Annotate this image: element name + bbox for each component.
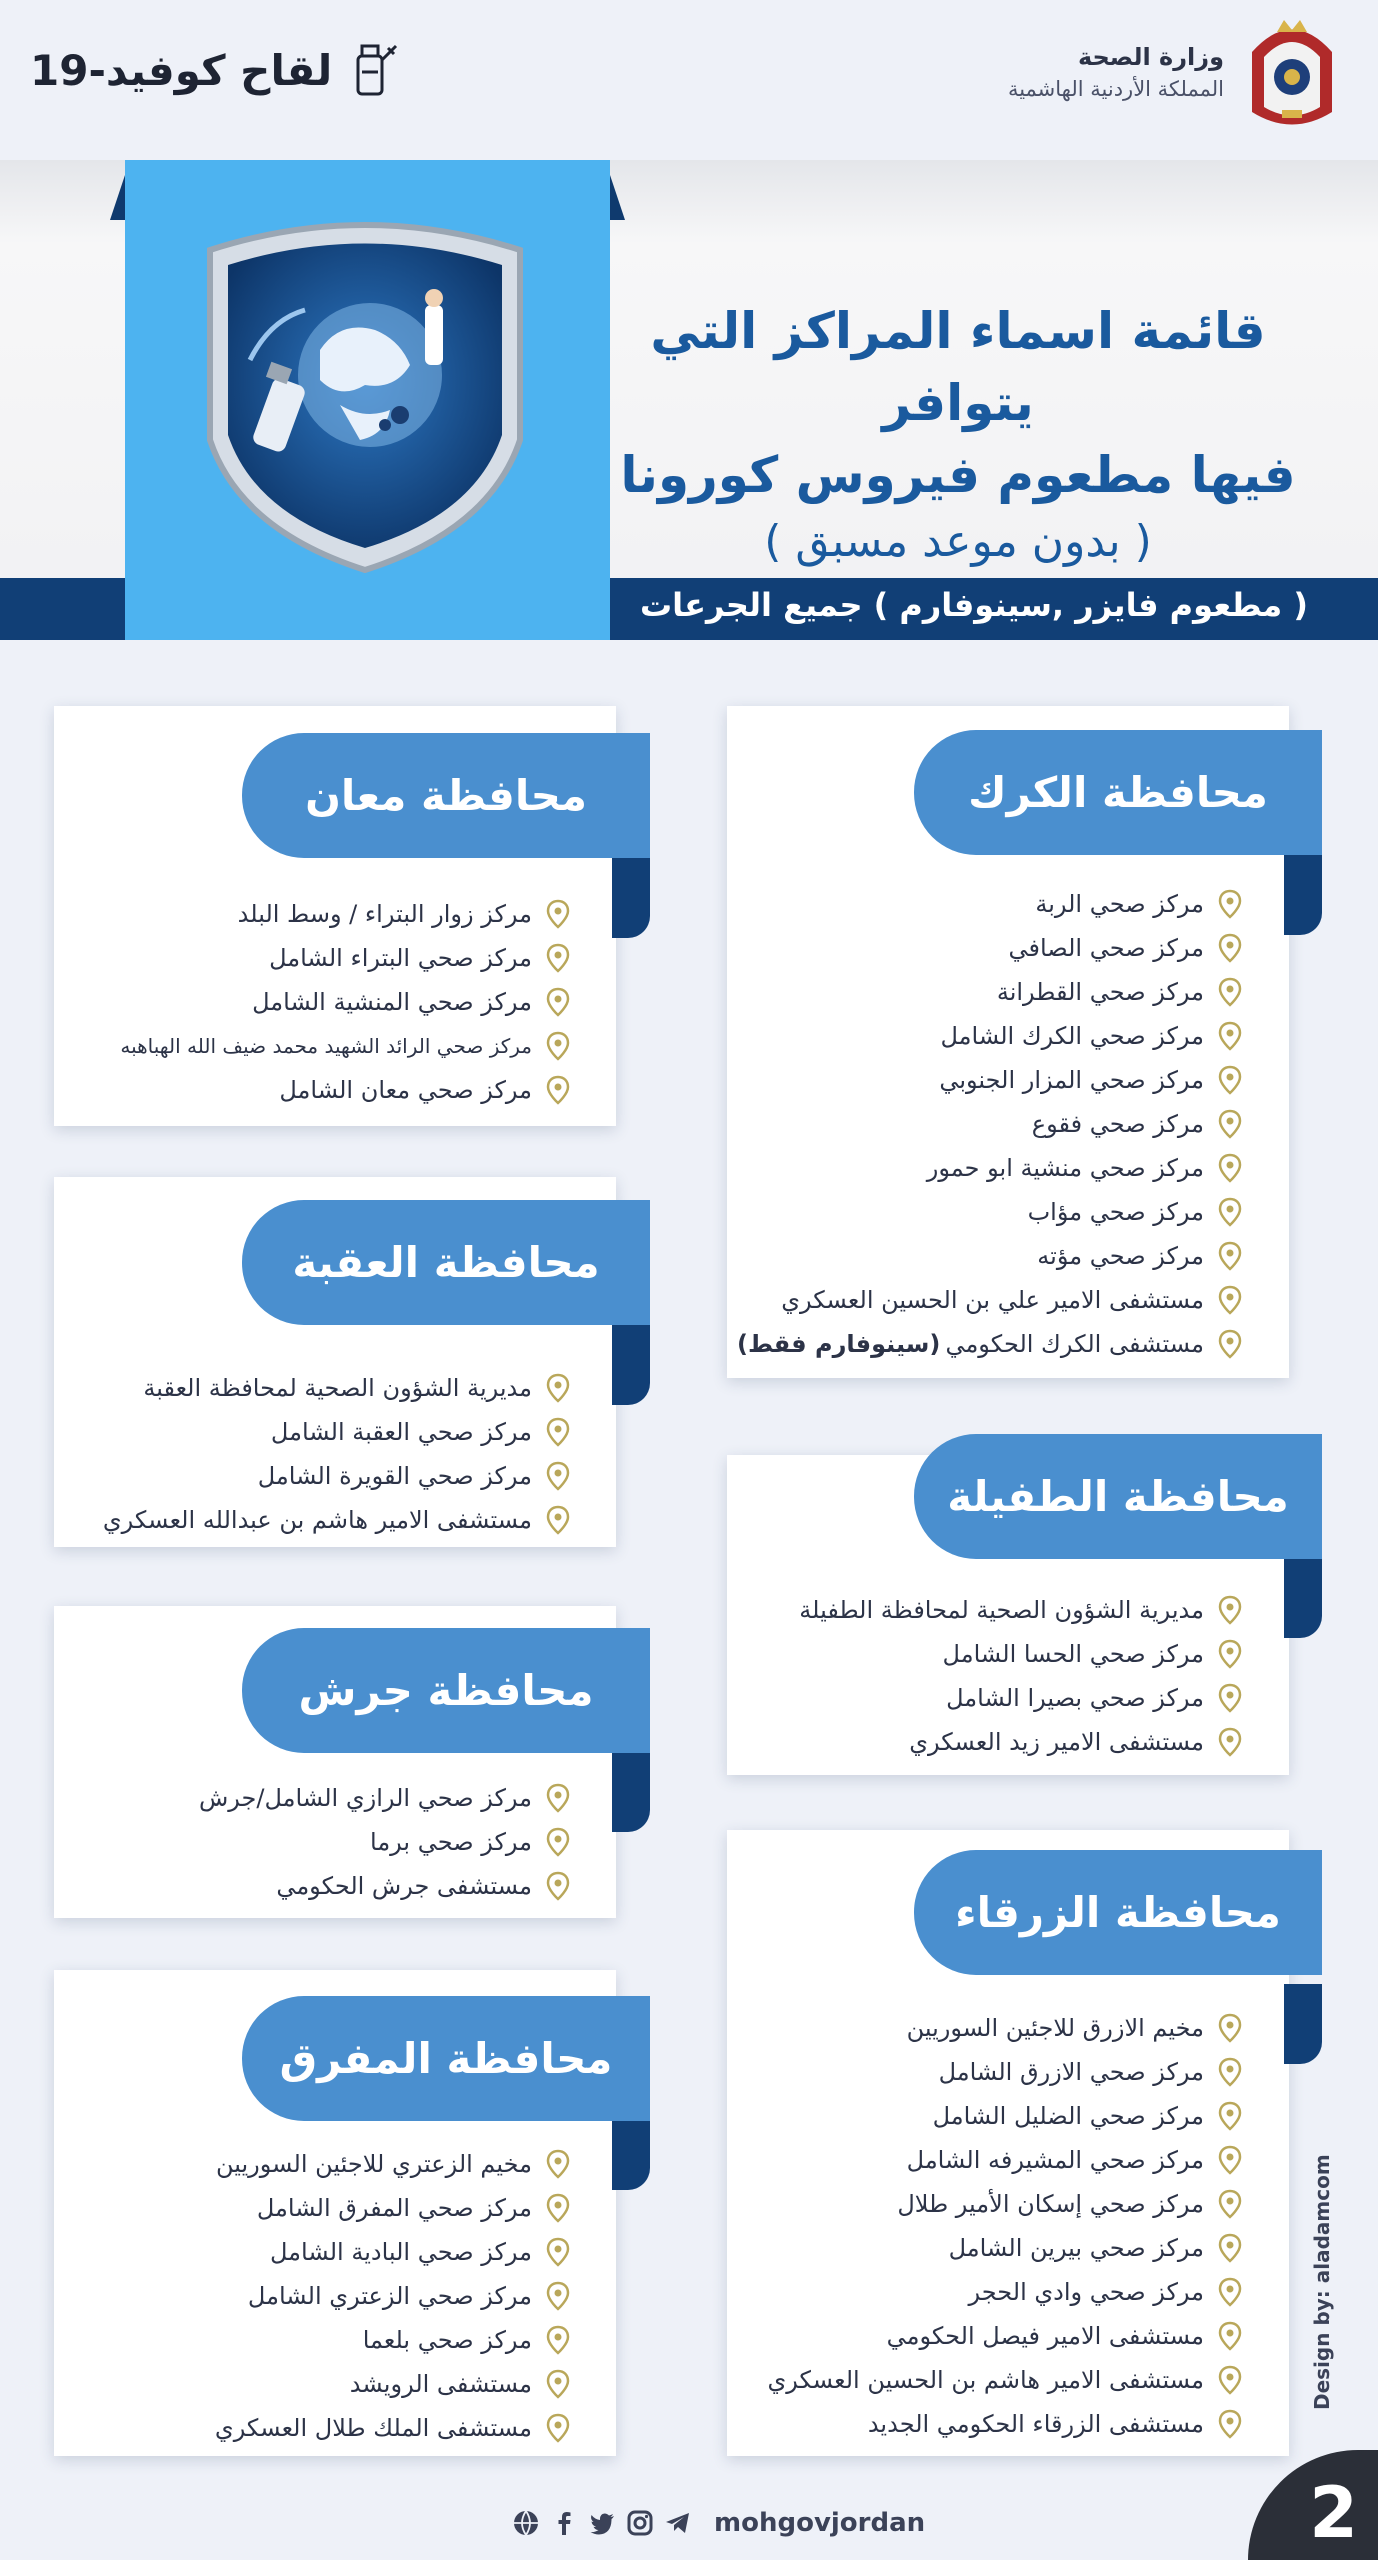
list-item bbox=[215, 2362, 570, 2406]
list-item bbox=[799, 1720, 1242, 1764]
governorate-title-ribbon bbox=[914, 1434, 1322, 1559]
list-item bbox=[737, 1058, 1242, 1102]
center-name: مركز صحي البادية الشامل bbox=[269, 2238, 532, 2266]
center-name: مستشفى الرويشد bbox=[349, 2370, 532, 2398]
center-name: مستشفى الامير هاشم بن الحسين العسكري bbox=[767, 2366, 1204, 2394]
list-item bbox=[767, 2182, 1242, 2226]
center-name: مركز صحي الرازي الشامل/جرش bbox=[199, 1784, 532, 1812]
vaccine-title: لقاح كوفيد-19 bbox=[30, 45, 333, 95]
page-number: 2 bbox=[1309, 2472, 1358, 2554]
list-item bbox=[799, 1588, 1242, 1632]
location-pin-icon bbox=[546, 2281, 570, 2311]
twitter-icon[interactable] bbox=[588, 2509, 616, 2537]
list-item bbox=[120, 1024, 570, 1068]
list-item bbox=[737, 1278, 1242, 1322]
location-pin-icon bbox=[1218, 933, 1242, 963]
location-pin-icon bbox=[1218, 2365, 1242, 2395]
aqaba-center-list bbox=[103, 1366, 570, 1542]
location-pin-icon bbox=[546, 1827, 570, 1857]
governorate-title: محافظة المفرق bbox=[279, 2034, 613, 2083]
hero-banner bbox=[0, 160, 1378, 640]
location-pin-icon bbox=[1218, 1109, 1242, 1139]
list-item bbox=[737, 1014, 1242, 1058]
list-item bbox=[799, 1632, 1242, 1676]
instagram-icon[interactable] bbox=[626, 2509, 654, 2537]
location-pin-icon bbox=[1218, 1197, 1242, 1227]
center-name: مستشفى الامير علي بن الحسين العسكري bbox=[781, 1286, 1204, 1314]
center-name: مستشفى الملك طلال العسكري bbox=[214, 2414, 532, 2442]
center-name: مركز صحي الضليل الشامل bbox=[932, 2102, 1204, 2130]
banner-title bbox=[608, 295, 1308, 573]
list-item bbox=[199, 1864, 570, 1908]
governorate-title-ribbon bbox=[242, 1200, 650, 1325]
list-item bbox=[103, 1454, 570, 1498]
page-number-badge bbox=[1248, 2450, 1378, 2560]
center-name: مركز صحي إسكان الأمير طلال bbox=[897, 2190, 1204, 2218]
list-item bbox=[120, 892, 570, 936]
design-credit-text: Design by: aladamcom bbox=[1310, 2154, 1334, 2410]
list-item bbox=[767, 2094, 1242, 2138]
location-pin-icon bbox=[1218, 1285, 1242, 1315]
center-name: مستشفى الامير زيد العسكري bbox=[909, 1728, 1204, 1756]
governorate-title: محافظة جرش bbox=[298, 1666, 594, 1715]
location-pin-icon bbox=[546, 899, 570, 929]
location-pin-icon bbox=[1218, 977, 1242, 1007]
governorate-title: محافظة العقبة bbox=[292, 1238, 600, 1287]
governorate-title: محافظة معان bbox=[305, 771, 587, 820]
zarqa-center-list bbox=[767, 2006, 1242, 2446]
list-item bbox=[737, 1146, 1242, 1190]
list-item bbox=[737, 1190, 1242, 1234]
center-name: مركز صحي المشيرفه الشامل bbox=[906, 2146, 1204, 2174]
ribbon-fold bbox=[612, 858, 650, 938]
center-name: مركز صحي الكرك الشامل bbox=[940, 1022, 1204, 1050]
center-name: مركز صحي الصافي bbox=[1008, 934, 1204, 962]
center-name: مستشفى الامير هاشم بن عبدالله العسكري bbox=[102, 1506, 532, 1534]
location-pin-icon bbox=[1218, 2409, 1242, 2439]
list-item bbox=[767, 2006, 1242, 2050]
center-name: مركز صحي معان الشامل bbox=[279, 1076, 532, 1104]
list-item bbox=[737, 1234, 1242, 1278]
globe-icon[interactable] bbox=[512, 2509, 540, 2537]
center-name: مركز صحي المفرق الشامل bbox=[256, 2194, 532, 2222]
list-item bbox=[215, 2186, 570, 2230]
design-credit bbox=[1310, 2154, 1350, 2420]
list-item bbox=[215, 2230, 570, 2274]
governorate-title-ribbon bbox=[914, 730, 1322, 855]
center-name: مستشفى الزرقاء الحكومي الجديد bbox=[867, 2410, 1204, 2438]
location-pin-icon bbox=[1218, 1639, 1242, 1669]
location-pin-icon bbox=[1218, 2233, 1242, 2263]
location-pin-icon bbox=[1218, 1021, 1242, 1051]
vaccine-title-block bbox=[30, 40, 398, 100]
center-name: مركز صحي البتراء الشامل bbox=[269, 944, 532, 972]
list-item bbox=[767, 2050, 1242, 2094]
center-name: مخيم الازرق للاجئين السوريين bbox=[906, 2014, 1204, 2042]
ribbon-fold bbox=[612, 1325, 650, 1405]
center-name: مركز صحي بيرين الشامل bbox=[948, 2234, 1204, 2262]
location-pin-icon bbox=[1218, 2101, 1242, 2131]
tafila-center-list bbox=[799, 1588, 1242, 1764]
center-name: مستشفى الكرك الحكومي bbox=[945, 1330, 1204, 1358]
center-name: مركز زوار البتراء / وسط البلد bbox=[237, 900, 532, 928]
governorate-title-ribbon bbox=[242, 1628, 650, 1753]
ribbon-fold bbox=[1284, 1558, 1322, 1638]
list-item bbox=[767, 2314, 1242, 2358]
center-name: مركز صحي الرائد الشهيد محمد ضيف الله الهباهبه bbox=[120, 1034, 532, 1058]
center-name: مخيم الزعتري للاجئين السوريين bbox=[215, 2150, 532, 2178]
governorate-title: محافظة الكرك bbox=[968, 768, 1268, 817]
list-item bbox=[737, 882, 1242, 926]
center-name: مركز صحي بلعما bbox=[362, 2326, 532, 2354]
ministry-subtitle: المملكة الأردنية الهاشمية bbox=[1007, 77, 1224, 101]
list-item bbox=[215, 2274, 570, 2318]
center-name: مركز صحي وادي الحجر bbox=[968, 2278, 1204, 2306]
telegram-icon[interactable] bbox=[664, 2509, 692, 2537]
location-pin-icon bbox=[546, 1031, 570, 1061]
vaccine-types-text: ( مطعوم فايزر ,سينوفارم ) جميع الجرعات bbox=[639, 586, 1308, 624]
center-name: مركز صحي بصيرا الشامل bbox=[946, 1684, 1204, 1712]
location-pin-icon bbox=[546, 2193, 570, 2223]
list-item bbox=[799, 1676, 1242, 1720]
vaccine-vial-icon bbox=[346, 40, 398, 100]
location-pin-icon bbox=[1218, 889, 1242, 919]
shield-illustration-icon bbox=[190, 210, 540, 590]
center-name: مركز صحي برما bbox=[370, 1828, 532, 1856]
list-item bbox=[767, 2226, 1242, 2270]
center-name: مركز صحي الازرق الشامل bbox=[938, 2058, 1204, 2086]
center-name: مركز صحي فقوع bbox=[1031, 1110, 1204, 1138]
location-pin-icon bbox=[546, 987, 570, 1017]
list-item bbox=[737, 1322, 1242, 1366]
location-pin-icon bbox=[546, 943, 570, 973]
center-name: مركز صحي الربة bbox=[1035, 890, 1204, 918]
jordan-crest-icon bbox=[1242, 12, 1342, 132]
location-pin-icon bbox=[1218, 1683, 1242, 1713]
list-item bbox=[120, 936, 570, 980]
location-pin-icon bbox=[1218, 2145, 1242, 2175]
mafraq-center-list bbox=[215, 2142, 570, 2450]
list-item bbox=[737, 926, 1242, 970]
location-pin-icon bbox=[546, 1505, 570, 1535]
list-item bbox=[767, 2138, 1242, 2182]
list-item bbox=[120, 1068, 570, 1112]
location-pin-icon bbox=[546, 2149, 570, 2179]
banner-title-line-1: قائمة اسماء المراكز التي يتوافر bbox=[650, 302, 1266, 432]
center-name: مستشفى جرش الحكومي bbox=[276, 1872, 532, 1900]
jerash-center-list bbox=[199, 1776, 570, 1908]
karak-center-list bbox=[737, 882, 1242, 1366]
list-item bbox=[215, 2406, 570, 2450]
list-item bbox=[199, 1776, 570, 1820]
center-name: مركز صحي العقبة الشامل bbox=[270, 1418, 532, 1446]
banner-title-line-3: ( بدون موعد مسبق ) bbox=[764, 516, 1152, 567]
footer bbox=[0, 2472, 1378, 2560]
governorate-title-ribbon bbox=[914, 1850, 1322, 1975]
location-pin-icon bbox=[546, 1417, 570, 1447]
location-pin-icon bbox=[546, 2369, 570, 2399]
location-pin-icon bbox=[1218, 2013, 1242, 2043]
header-bar bbox=[0, 0, 1378, 150]
list-item bbox=[767, 2270, 1242, 2314]
center-name: مركز صحي القطرانة bbox=[996, 978, 1204, 1006]
location-pin-icon bbox=[1218, 1241, 1242, 1271]
location-pin-icon bbox=[546, 2237, 570, 2267]
location-pin-icon bbox=[1218, 1065, 1242, 1095]
list-item bbox=[737, 970, 1242, 1014]
governorate-title: محافظة الطفيلة bbox=[947, 1472, 1289, 1521]
governorate-title: محافظة الزرقاء bbox=[955, 1888, 1281, 1937]
list-item bbox=[767, 2358, 1242, 2402]
list-item bbox=[103, 1410, 570, 1454]
location-pin-icon bbox=[546, 2325, 570, 2355]
location-pin-icon bbox=[1218, 1727, 1242, 1757]
list-item bbox=[103, 1498, 570, 1542]
ribbon-fold bbox=[612, 2110, 650, 2190]
list-item bbox=[120, 980, 570, 1024]
ministry-name: وزارة الصحة bbox=[1077, 43, 1224, 71]
list-item bbox=[767, 2402, 1242, 2446]
center-name: مركز صحي منشية ابو حمور bbox=[926, 1154, 1204, 1182]
location-pin-icon bbox=[546, 2413, 570, 2443]
sinopharm-only-note: (سينوفارم فقط) bbox=[736, 1330, 941, 1358]
location-pin-icon bbox=[1218, 2321, 1242, 2351]
center-name: مديرية الشؤون الصحية لمحافظة الطفيلة bbox=[799, 1596, 1204, 1624]
location-pin-icon bbox=[1218, 1153, 1242, 1183]
banner-title-line-2: فيها مطعوم فيروس كورونا bbox=[620, 446, 1296, 504]
location-pin-icon bbox=[546, 1075, 570, 1105]
location-pin-icon bbox=[1218, 2057, 1242, 2087]
center-name: مركز صحي مؤاب bbox=[1027, 1198, 1204, 1226]
ribbon-fold bbox=[1284, 855, 1322, 935]
list-item bbox=[103, 1366, 570, 1410]
center-name: مركز صحي الزعتري الشامل bbox=[247, 2282, 532, 2310]
center-name: مركز صحي الحسا الشامل bbox=[942, 1640, 1204, 1668]
social-handle[interactable]: mohgovjordan bbox=[714, 2508, 926, 2538]
facebook-icon[interactable] bbox=[550, 2509, 578, 2537]
list-item bbox=[199, 1820, 570, 1864]
social-links bbox=[512, 2508, 925, 2538]
maan-center-list bbox=[120, 892, 570, 1112]
location-pin-icon bbox=[1218, 2189, 1242, 2219]
list-item bbox=[737, 1102, 1242, 1146]
center-name: مركز صحي مؤته bbox=[1037, 1242, 1204, 1270]
location-pin-icon bbox=[546, 1871, 570, 1901]
location-pin-icon bbox=[546, 1461, 570, 1491]
list-item bbox=[215, 2318, 570, 2362]
location-pin-icon bbox=[546, 1373, 570, 1403]
location-pin-icon bbox=[1218, 1595, 1242, 1625]
governorate-title-ribbon bbox=[242, 733, 650, 858]
location-pin-icon bbox=[1218, 2277, 1242, 2307]
ribbon-fold bbox=[1284, 1984, 1322, 2064]
ribbon-fold bbox=[612, 1752, 650, 1832]
center-name: مديرية الشؤون الصحية لمحافظة العقبة bbox=[143, 1374, 532, 1402]
center-name: مركز صحي المزار الجنوبي bbox=[939, 1066, 1204, 1094]
center-name: مستشفى الامير فيصل الحكومي bbox=[886, 2322, 1204, 2350]
governorate-title-ribbon bbox=[242, 1996, 650, 2121]
list-item bbox=[215, 2142, 570, 2186]
center-name: مركز صحي القويرة الشامل bbox=[257, 1462, 532, 1490]
location-pin-icon bbox=[546, 1783, 570, 1813]
center-name: مركز صحي المنشية الشامل bbox=[252, 988, 532, 1016]
ministry-block bbox=[1008, 12, 1342, 132]
location-pin-icon bbox=[1218, 1329, 1242, 1359]
